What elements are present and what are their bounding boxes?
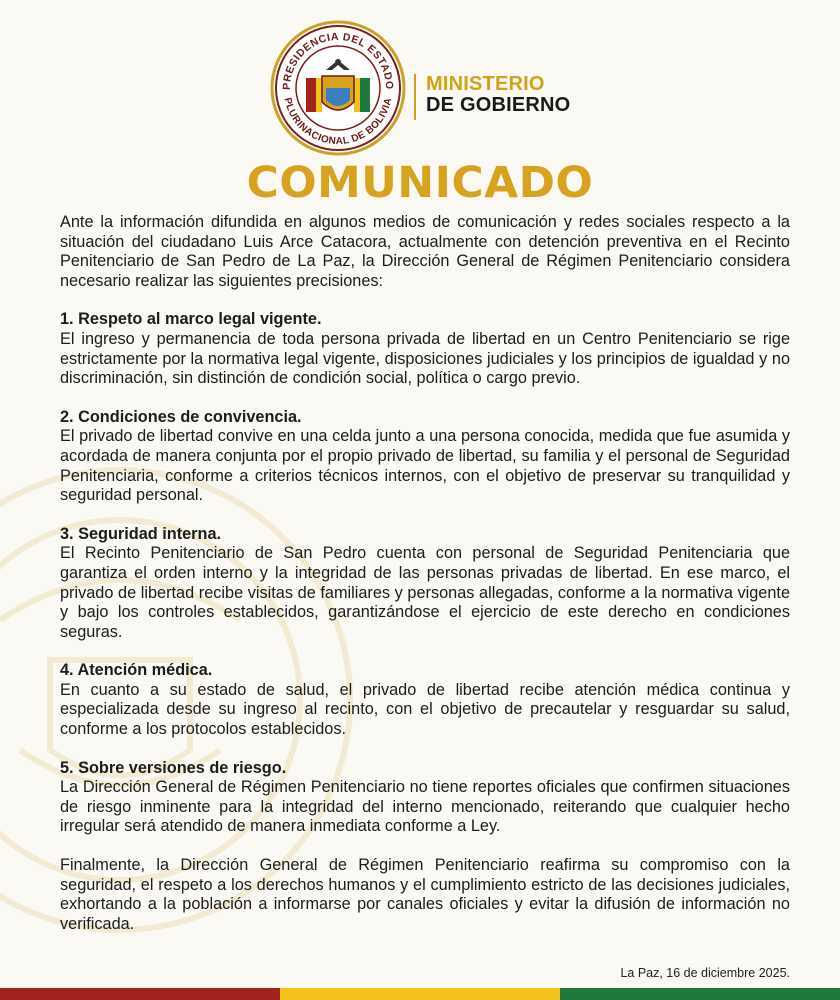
flag-color-footer-bar — [0, 988, 840, 1000]
footer-red-stripe — [0, 988, 280, 1000]
intro-paragraph: Ante la información difundida en algunos medios de comunicación y redes sociales respecto a la situación del ciudadano Luis Arce Catacora, actualmente con detención preventiva en el Recinto Penitenciario de San Pedro de La Paz, la Dirección General de Régimen Penitenciario considera necesario realizar las siguientes precisiones: — [60, 213, 790, 290]
document-date: La Paz, 16 de diciembre 2025. — [620, 966, 790, 980]
presidency-seal-logo — [268, 18, 408, 158]
section-heading: 3. Seguridad interna. — [60, 524, 222, 543]
section-heading: 4. Atención médica. — [60, 661, 213, 680]
section-body: El Recinto Penitenciario de San Pedro cuenta con personal de Seguridad Penitenciaria que garantiza el orden interno y la integridad de las personas privadas de libertad. En ese marco, el privado de libertad recibe visitas de familiares y personas allegadas, conforme a la normativa vigente y bajo los controles establecidos, garantizándose el ejercicio de este derecho en condiciones seguras. — [60, 544, 790, 641]
section-5 — [60, 759, 790, 837]
section-body: El ingreso y permanencia de toda persona privada de libertad en un Centro Penitenciario se rige estrictamente por la normativa legal vigente, disposiciones judiciales y los principios de igualdad y no discriminación, sin distinción de condición social, política o cargo previo. — [60, 329, 790, 388]
document-title: COMUNICADO — [246, 158, 594, 208]
section-heading: 2. Condiciones de convivencia. — [60, 407, 302, 426]
ministry-line-2: DE GOBIERNO — [426, 94, 571, 116]
header — [0, 14, 840, 164]
section-body: La Dirección General de Régimen Penitenciario no tiene reportes oficiales que confirmen situaciones de riesgo inminente para la integridad del interno mencionado, reiterando que cualquier hecho irregular será atendido de manera inmediata conforme a Ley. — [60, 778, 790, 836]
section-4 — [60, 661, 790, 739]
ministry-name — [426, 74, 570, 116]
section-heading: 1. Respeto al marco legal vigente. — [60, 310, 322, 329]
section-2 — [60, 408, 790, 506]
svg-text:PLURINACIONAL DE BOLIVIA: PLURINACIONAL DE BOLIVIA — [281, 96, 395, 148]
closing-paragraph: Finalmente, la Dirección General de Régimen Penitenciario reafirma su compromiso con la seguridad, el respeto a los derechos humanos y el cumplimiento estricto de las decisiones judiciales, exhortando a la población a informarse por canales oficiales y evitar la difusión de información no verificada. — [60, 856, 790, 933]
footer-green-stripe — [560, 988, 840, 1000]
header-divider — [414, 74, 416, 120]
section-heading: 5. Sobre versiones de riesgo. — [60, 758, 287, 777]
section-3 — [60, 525, 790, 643]
footer-yellow-stripe — [280, 988, 560, 1000]
section-body: El privado de libertad convive en una celda junto a una persona conocida, medida que fue asumida y acordada de manera conjunta por el propio privado de libertad, su familia y el personal de Seguridad Penitenciaria, conforme a criterios técnicos internos, con el objetivo de preservar su tranquilidad y seguridad personal. — [60, 427, 790, 505]
section-1 — [60, 310, 790, 388]
svg-text:PRESIDENCIA DEL ESTADO: PRESIDENCIA DEL ESTADO — [280, 30, 396, 91]
document-body — [60, 213, 790, 953]
section-body: En cuanto a su estado de salud, el privado de libertad recibe atención médica continua y especializada desde su ingreso al recinto, con el objetivo de precautelar y resguardar su salud, conforme a los protocolos establecidos. — [60, 680, 790, 739]
ministry-line-1: MINISTERIO — [426, 73, 545, 95]
